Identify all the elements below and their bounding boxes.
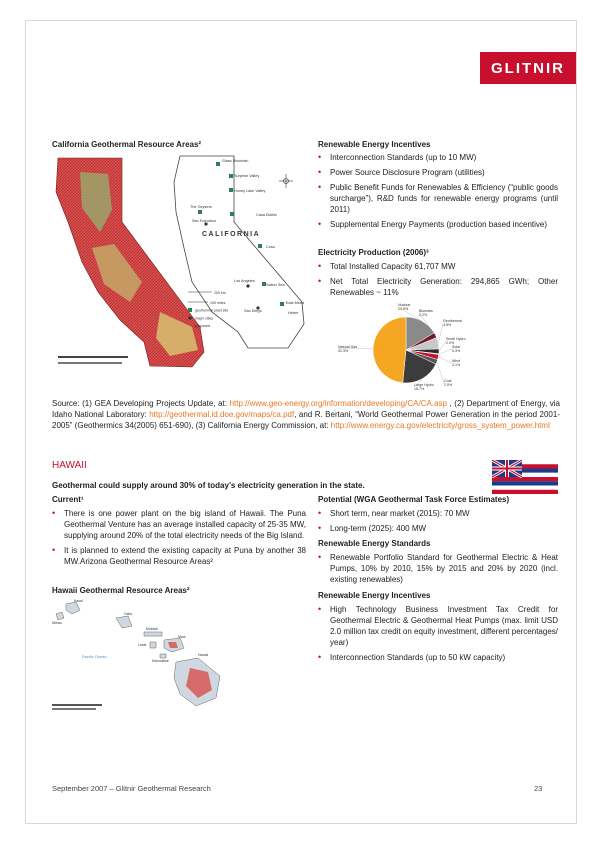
hi-island-6: Kahoolawe	[152, 659, 169, 663]
pie-label: Solar 0.3%	[452, 345, 461, 353]
pie-label: Wind 2.1%	[452, 359, 461, 367]
list-item: • Public Benefit Funds for Renewables & Efficiency (“public goods surcharge”), R&D funds for renewable energy programs (until 2011)	[318, 182, 558, 215]
ca-production-list	[318, 261, 558, 302]
ca-legend-proposed: proposed	[195, 324, 210, 328]
hawaii-incentives-title: Renewable Energy Incentives	[318, 591, 431, 600]
ca-place-6: Coso	[266, 245, 275, 249]
island-molokai	[144, 632, 162, 636]
page-number: 23	[534, 784, 543, 793]
hawaii-lead: Geothermal could supply around 30% of today’s electricity generation in the state.	[52, 481, 365, 490]
glitnir-logo: GLITNIR	[480, 52, 576, 84]
island-kauai	[66, 602, 80, 614]
hi-island-0: Kauai	[74, 599, 83, 603]
ca-place-7: Los Angeles	[234, 279, 255, 283]
hawaii-map-title: Hawaii Geothermal Resource Areas²	[52, 586, 190, 595]
pie-leader-line	[439, 349, 452, 354]
pie-leader-line	[439, 341, 446, 351]
hi-island-2: Oahu	[124, 612, 133, 616]
list-item: • Total Installed Capacity 61,707 MW	[318, 261, 558, 272]
ca-place-8: Salton Sea	[266, 283, 285, 287]
hawaii-section-title: HAWAII	[52, 460, 87, 471]
ca-place-0: Glass Mountain	[222, 159, 249, 163]
hi-island-5: Lanai	[138, 643, 147, 647]
pie-label: Geothermal 4.8%	[443, 319, 462, 327]
ca-map-title: California Geothermal Resource Areas²	[52, 140, 202, 149]
pie-leader-line	[437, 362, 444, 383]
pie-label: Nuclear 13.9%	[398, 303, 411, 311]
pie-leader-line	[438, 357, 452, 363]
ca-incentives-title: Renewable Energy Incentives	[318, 140, 431, 149]
ca-incentives-list	[318, 152, 558, 234]
ca-map-caption-line-2	[58, 362, 122, 364]
ca-place-5: Casa Diablo	[256, 213, 277, 217]
hawaii-flag-icon	[492, 460, 558, 494]
hi-island-1: Niihau	[52, 621, 62, 625]
source-link-3[interactable]: http://www.energy.ca.gov/electricity/gross_system_power.html	[330, 421, 550, 430]
island-oahu	[116, 616, 132, 628]
list-item: • Interconnection Standards (up to 50 kW capacity)	[318, 652, 558, 663]
island-kahoolawe	[160, 654, 166, 658]
hi-map-caption-line-2	[52, 708, 96, 710]
ca-production-title: Electricity Production (2006)³	[318, 248, 429, 257]
hi-ocean-label: Pacific Ocean	[82, 654, 107, 659]
hawaii-incentives-list	[318, 604, 558, 667]
list-item: • High Technology Business Investment Tax Credit for Geothermal Electric & Geothermal Heat Pumps (max. limit USD 2.0 million tax credit on equity investment, different percentages/ year)	[318, 604, 558, 648]
list-item: • Short term, near market (2015): 70 MW	[318, 508, 558, 519]
source-link-1[interactable]: http://www.geo-energy.org/information/developing/CA/CA.asp	[229, 399, 447, 408]
hawaii-standards-title: Renewable Energy Standards	[318, 539, 431, 548]
ca-legend-city-swatch	[188, 316, 191, 319]
ca-place-3: The Geysers	[190, 205, 212, 209]
list-item: • Power Source Disclosure Program (utilities)	[318, 167, 558, 178]
list-item: • Interconnection Standards (up to 10 MW)	[318, 152, 558, 163]
ca-scale-km: 200 km	[214, 291, 226, 295]
pie-label: Natural Gas 41.3%	[338, 345, 358, 353]
source-text-1: Source: (1) GEA Developing Projects Update, at:	[52, 399, 230, 408]
ca-legend-plant-swatch	[188, 308, 192, 312]
pie-label: Biomass 2.2%	[419, 309, 433, 317]
hawaii-map	[52, 598, 252, 713]
source-text-2: , (2) Department of Energy, via Idaho National Laboratory:	[52, 399, 560, 419]
footer-text: September 2007 – Glitnir Geothermal Research	[52, 784, 211, 793]
list-item: • Net Total Electricity Generation: 294,865 GWh; Other Renewables ~ 11%	[318, 276, 558, 298]
compass-icon	[279, 174, 293, 188]
island-lanai	[150, 642, 156, 648]
ca-place-2: Honey Lake Valley	[234, 189, 266, 193]
list-item: • There is one power plant on the big island of Hawaii. The Puna Geothermal Venture has an average installed capacity of 25-35 MW, supplying around 20% of the total electricity needs of the Big Island.	[52, 508, 306, 541]
hawaii-potential-list	[318, 508, 558, 538]
list-item: • Long-term (2025): 400 MW	[318, 523, 558, 534]
source-link-2[interactable]: http://geothermal.id.doe.gov/maps/ca.pdf	[149, 410, 295, 419]
hawaii-potential-title: Potential (WGA Geothermal Task Force Estimates)	[318, 495, 510, 504]
hawaii-current-title: Current¹	[52, 495, 84, 504]
california-map	[52, 152, 310, 392]
hawaii-current-list	[52, 508, 306, 571]
hi-island-4: Maui	[178, 635, 186, 639]
list-item: • It is planned to extend the existing capacity at Puna by another 38 MW.Arizona Geothermal Resource Areas²	[52, 545, 306, 567]
ca-place-4: San Francisco	[192, 219, 217, 223]
list-item: • Supplemental Energy Payments (production based incentive)	[318, 219, 558, 230]
list-item: • Renewable Portfolio Standard for Geothermal Electric & Heat Pumps, 10% by 2010, 15% by 2015 and 20% by 2020 (incl. existing renewables)	[318, 552, 558, 585]
ca-scale-mi: 100 miles	[210, 301, 226, 305]
ca-map-caption-line	[58, 356, 128, 358]
source-text-3: , and R. Bertani, “World Geothermal Power Generation in the period 2001-2005” (Geothermics 34(2005) 651-690), (3) California Energy Commission, at:	[52, 410, 560, 430]
ca-legend-plant: geothermal plant site	[195, 308, 229, 313]
hi-island-7: Hawaii	[198, 653, 209, 657]
source-notes	[52, 398, 560, 431]
pie-label: Small Hydro 2.0%	[446, 337, 466, 345]
hawaii-standards-list	[318, 552, 558, 589]
pie-slice-natural-gas	[373, 317, 406, 383]
ca-state-label: CALIFORNIA	[202, 231, 261, 238]
hi-island-3: Molokai	[146, 627, 158, 631]
ca-place-11: Heber	[288, 311, 299, 315]
ca-legend-city: major cities	[195, 316, 214, 321]
electricity-mix-pie-chart	[318, 300, 558, 400]
pie-label: Large Hydro 16.7%	[414, 383, 434, 391]
hi-map-caption-line	[52, 704, 102, 706]
island-niihau	[56, 612, 64, 620]
ca-place-10: San Diego	[244, 309, 262, 313]
ca-place-9: East Mesa	[286, 301, 304, 305]
pie-label: Coal 2.0%	[444, 379, 453, 387]
ca-place-1: Surprise Valley	[234, 174, 260, 178]
